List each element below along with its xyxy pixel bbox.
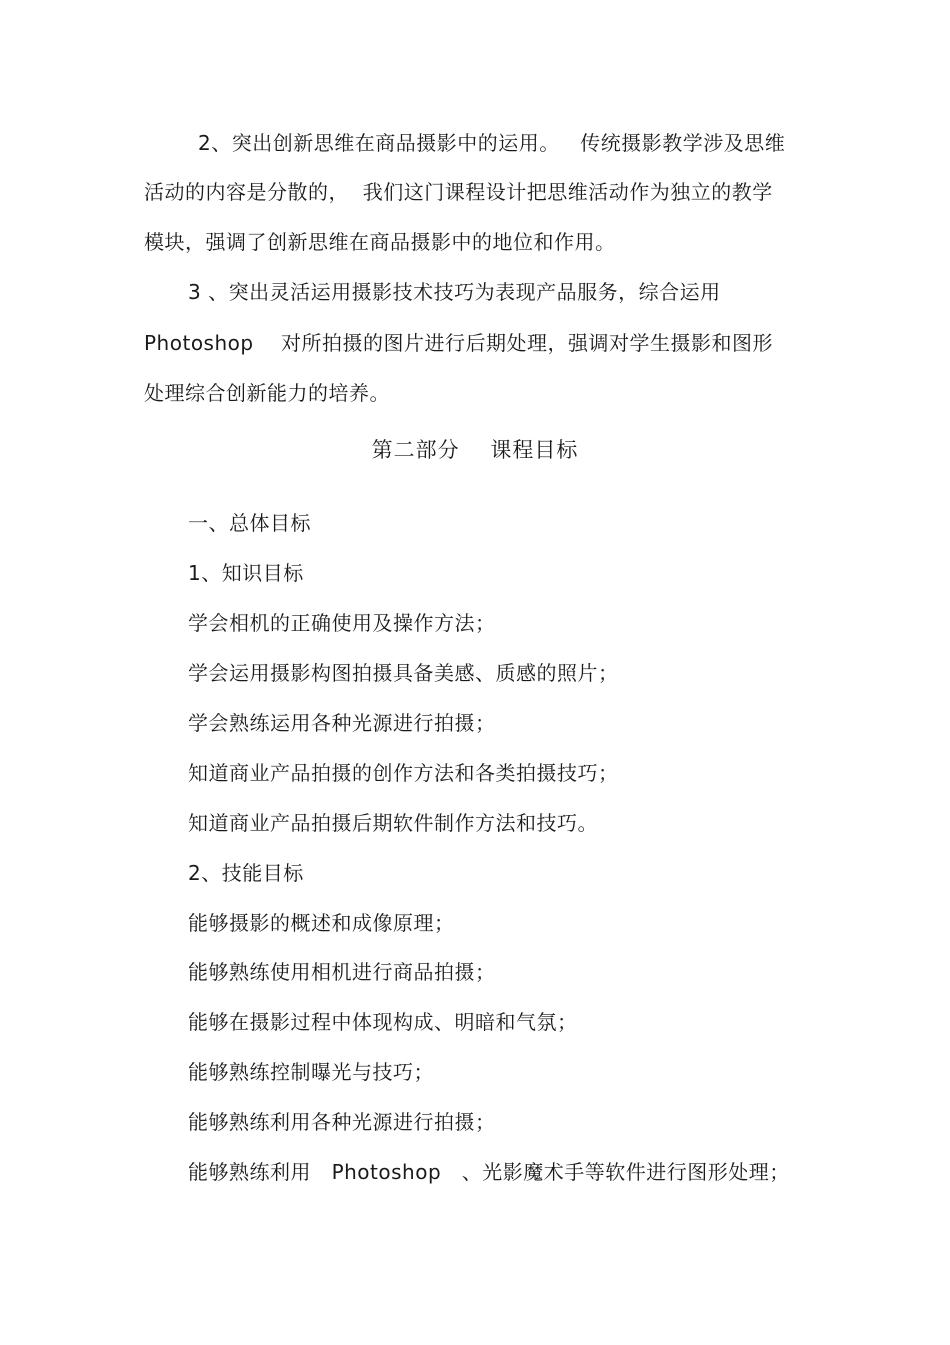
paragraph-3-line-2: Photoshop 对所拍摄的图片进行后期处理，强调对学生摄影和图形 xyxy=(144,331,774,355)
paragraph-2-line-1: 2、突出创新思维在商品摄影中的运用。 传统摄影教学涉及思维 xyxy=(198,131,786,155)
knowledge-item: 学会运用摄影构图拍摄具备美感、质感的照片； xyxy=(188,661,619,685)
knowledge-item: 知道商业产品拍摄的创作方法和各类拍摄技巧； xyxy=(188,761,619,785)
section-heading: 第二部分 课程目标 xyxy=(371,438,579,462)
knowledge-item: 学会相机的正确使用及操作方法； xyxy=(188,611,496,635)
skill-item: 能够熟练利用各种光源进行拍摄； xyxy=(188,1110,496,1134)
paragraph-3-line-1: 3 、突出灵活运用摄影技术技巧为表现产品服务，综合运用 xyxy=(188,280,721,304)
paragraph-2-line-2: 活动的内容是分散的， 我们这门课程设计把思维活动作为独立的教学 xyxy=(144,180,773,204)
skill-item: 能够熟练使用相机进行商品拍摄； xyxy=(188,960,496,984)
paragraph-2-line-3: 模块，强调了创新思维在商品摄影中的地位和作用。 xyxy=(144,230,616,254)
skill-item: 能够摄影的概述和成像原理； xyxy=(188,911,455,935)
skill-item: 能够在摄影过程中体现构成、明暗和气氛； xyxy=(188,1010,578,1034)
paragraph-3-line-3: 处理综合创新能力的培养。 xyxy=(144,381,390,405)
knowledge-item: 学会熟练运用各种光源进行拍摄； xyxy=(188,711,496,735)
overall-goal-title: 一、总体目标 xyxy=(188,511,311,535)
knowledge-item: 知道商业产品拍摄后期软件制作方法和技巧。 xyxy=(188,811,598,835)
knowledge-goal-title: 1、知识目标 xyxy=(188,561,304,585)
skill-goal-title: 2、技能目标 xyxy=(188,861,304,885)
skill-item: 能够熟练利用 Photoshop 、光影魔术手等软件进行图形处理； xyxy=(188,1160,790,1184)
skill-item: 能够熟练控制曝光与技巧； xyxy=(188,1060,434,1084)
